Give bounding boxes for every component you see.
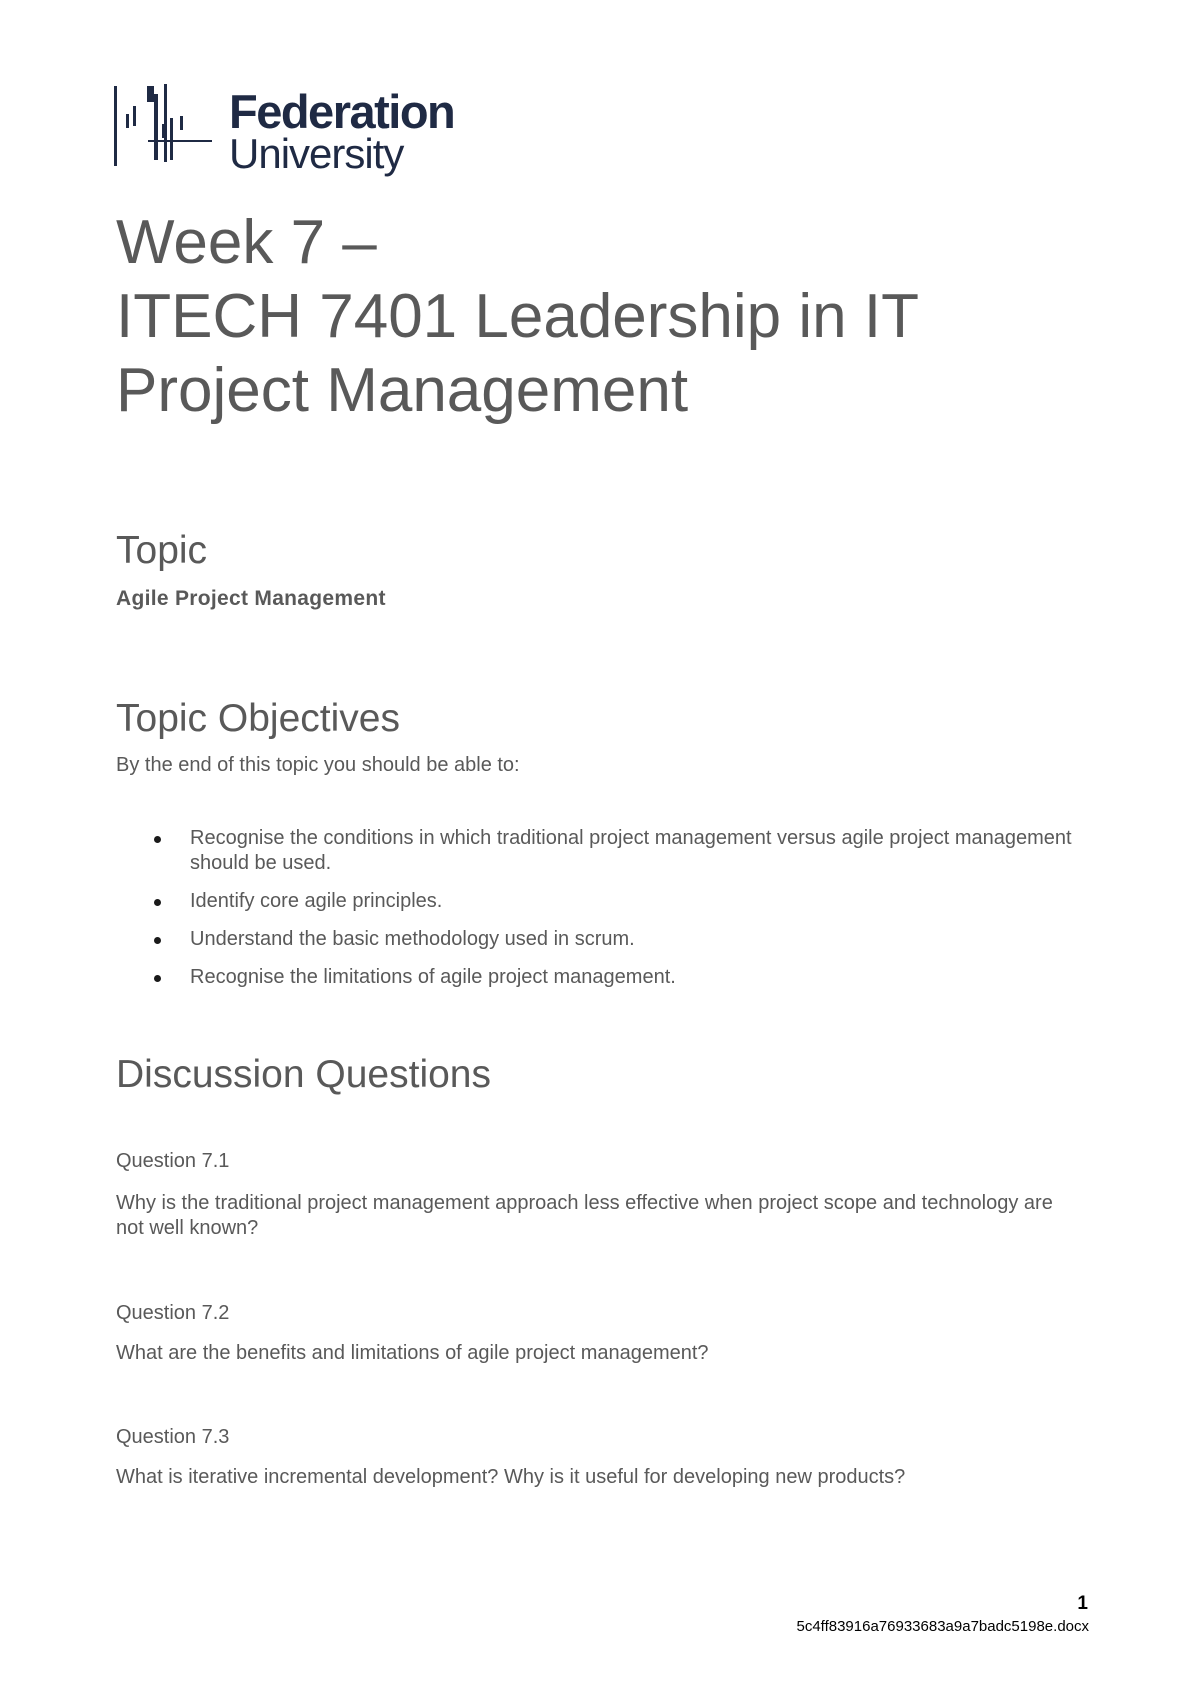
- discussion-heading: Discussion Questions: [116, 1053, 491, 1096]
- page-number: 1: [1077, 1593, 1088, 1614]
- question-text: Why is the traditional project management approach less effective when project scope and technology are not well known?: [116, 1192, 1053, 1239]
- objectives-intro: By the end of this topic you should be able to:: [116, 754, 520, 776]
- objective-text: Identify core agile principles.: [190, 890, 443, 912]
- question-label: Question 7.1: [116, 1150, 230, 1172]
- title-line-3: Project Management: [116, 356, 689, 425]
- topic-name: Agile Project Management: [116, 587, 386, 610]
- document-filename: 5c4ff83916a76933683a9a7badc5198e.docx: [796, 1618, 1089, 1635]
- objectives-heading: Topic Objectives: [116, 697, 400, 740]
- title-line-1: Week 7 –: [116, 208, 377, 277]
- list-item: [116, 927, 1096, 952]
- topic-heading: Topic: [116, 529, 208, 572]
- logo-text-federation: Federation: [229, 85, 455, 138]
- logo-mark-icon: [114, 84, 234, 180]
- question-label: Question 7.2: [116, 1302, 230, 1324]
- objective-text: Recognise the conditions in which traditional project management versus agile project management should be used.: [190, 827, 1072, 874]
- list-item: [116, 889, 1096, 914]
- title-line-2: ITECH 7401 Leadership in IT: [116, 282, 919, 351]
- objective-text: Understand the basic methodology used in scrum.: [190, 928, 635, 950]
- bullet-icon: [154, 899, 161, 906]
- question-text: What is iterative incremental development? Why is it useful for developing new products?: [116, 1466, 906, 1488]
- document-title: [116, 206, 1116, 428]
- bullet-icon: [154, 836, 161, 843]
- list-item: [116, 826, 1096, 876]
- question-label: Question 7.3: [116, 1426, 230, 1448]
- objective-text: Recognise the limitations of agile project management.: [190, 966, 676, 988]
- question-text: What are the benefits and limitations of agile project management?: [116, 1342, 709, 1364]
- bullet-icon: [154, 937, 161, 944]
- objectives-list: [116, 826, 1096, 1003]
- logo-text-university: University: [229, 130, 404, 177]
- bullet-icon: [154, 975, 161, 982]
- list-item: [116, 965, 1096, 990]
